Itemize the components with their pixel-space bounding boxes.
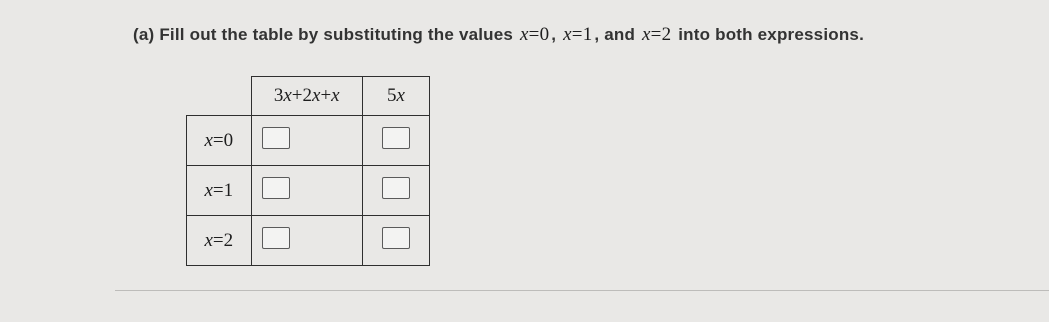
row-label-x0: x=0 — [187, 116, 252, 166]
answer-input-expr1-x1[interactable] — [262, 177, 290, 199]
table-header-row — [187, 77, 430, 116]
table-row — [187, 116, 430, 166]
value-x2: x=2 — [642, 24, 672, 45]
answer-input-expr2-x0[interactable] — [382, 127, 410, 149]
answer-input-expr1-x2[interactable] — [262, 227, 290, 249]
value-x0: x=0 — [520, 24, 550, 45]
header-expression-1: 3x+2x+x — [251, 77, 362, 116]
question-text-after: into both expressions. — [678, 25, 864, 44]
answer-input-expr2-x1[interactable] — [382, 177, 410, 199]
separator-2: , and — [594, 25, 636, 44]
cell-expr1-x2 — [251, 216, 362, 266]
row-label-x2: x=2 — [187, 216, 252, 266]
substitution-table — [186, 76, 430, 266]
cell-expr1-x1 — [251, 166, 362, 216]
answer-input-expr1-x0[interactable] — [262, 127, 290, 149]
answer-input-expr2-x2[interactable] — [382, 227, 410, 249]
question-text-before: Fill out the table by substituting the values — [159, 25, 514, 44]
header-expression-2: 5x — [362, 77, 429, 116]
question-part-label: (a) — [133, 25, 155, 44]
question-text — [133, 24, 864, 46]
row-label-x1: x=1 — [187, 166, 252, 216]
table-row — [187, 216, 430, 266]
table-corner — [187, 77, 252, 116]
cell-expr1-x0 — [251, 116, 362, 166]
table-row — [187, 166, 430, 216]
value-x1: x=1 — [563, 24, 593, 45]
separator-1: , — [551, 25, 557, 44]
section-divider — [115, 290, 1049, 291]
cell-expr2-x0 — [362, 116, 429, 166]
cell-expr2-x2 — [362, 216, 429, 266]
cell-expr2-x1 — [362, 166, 429, 216]
